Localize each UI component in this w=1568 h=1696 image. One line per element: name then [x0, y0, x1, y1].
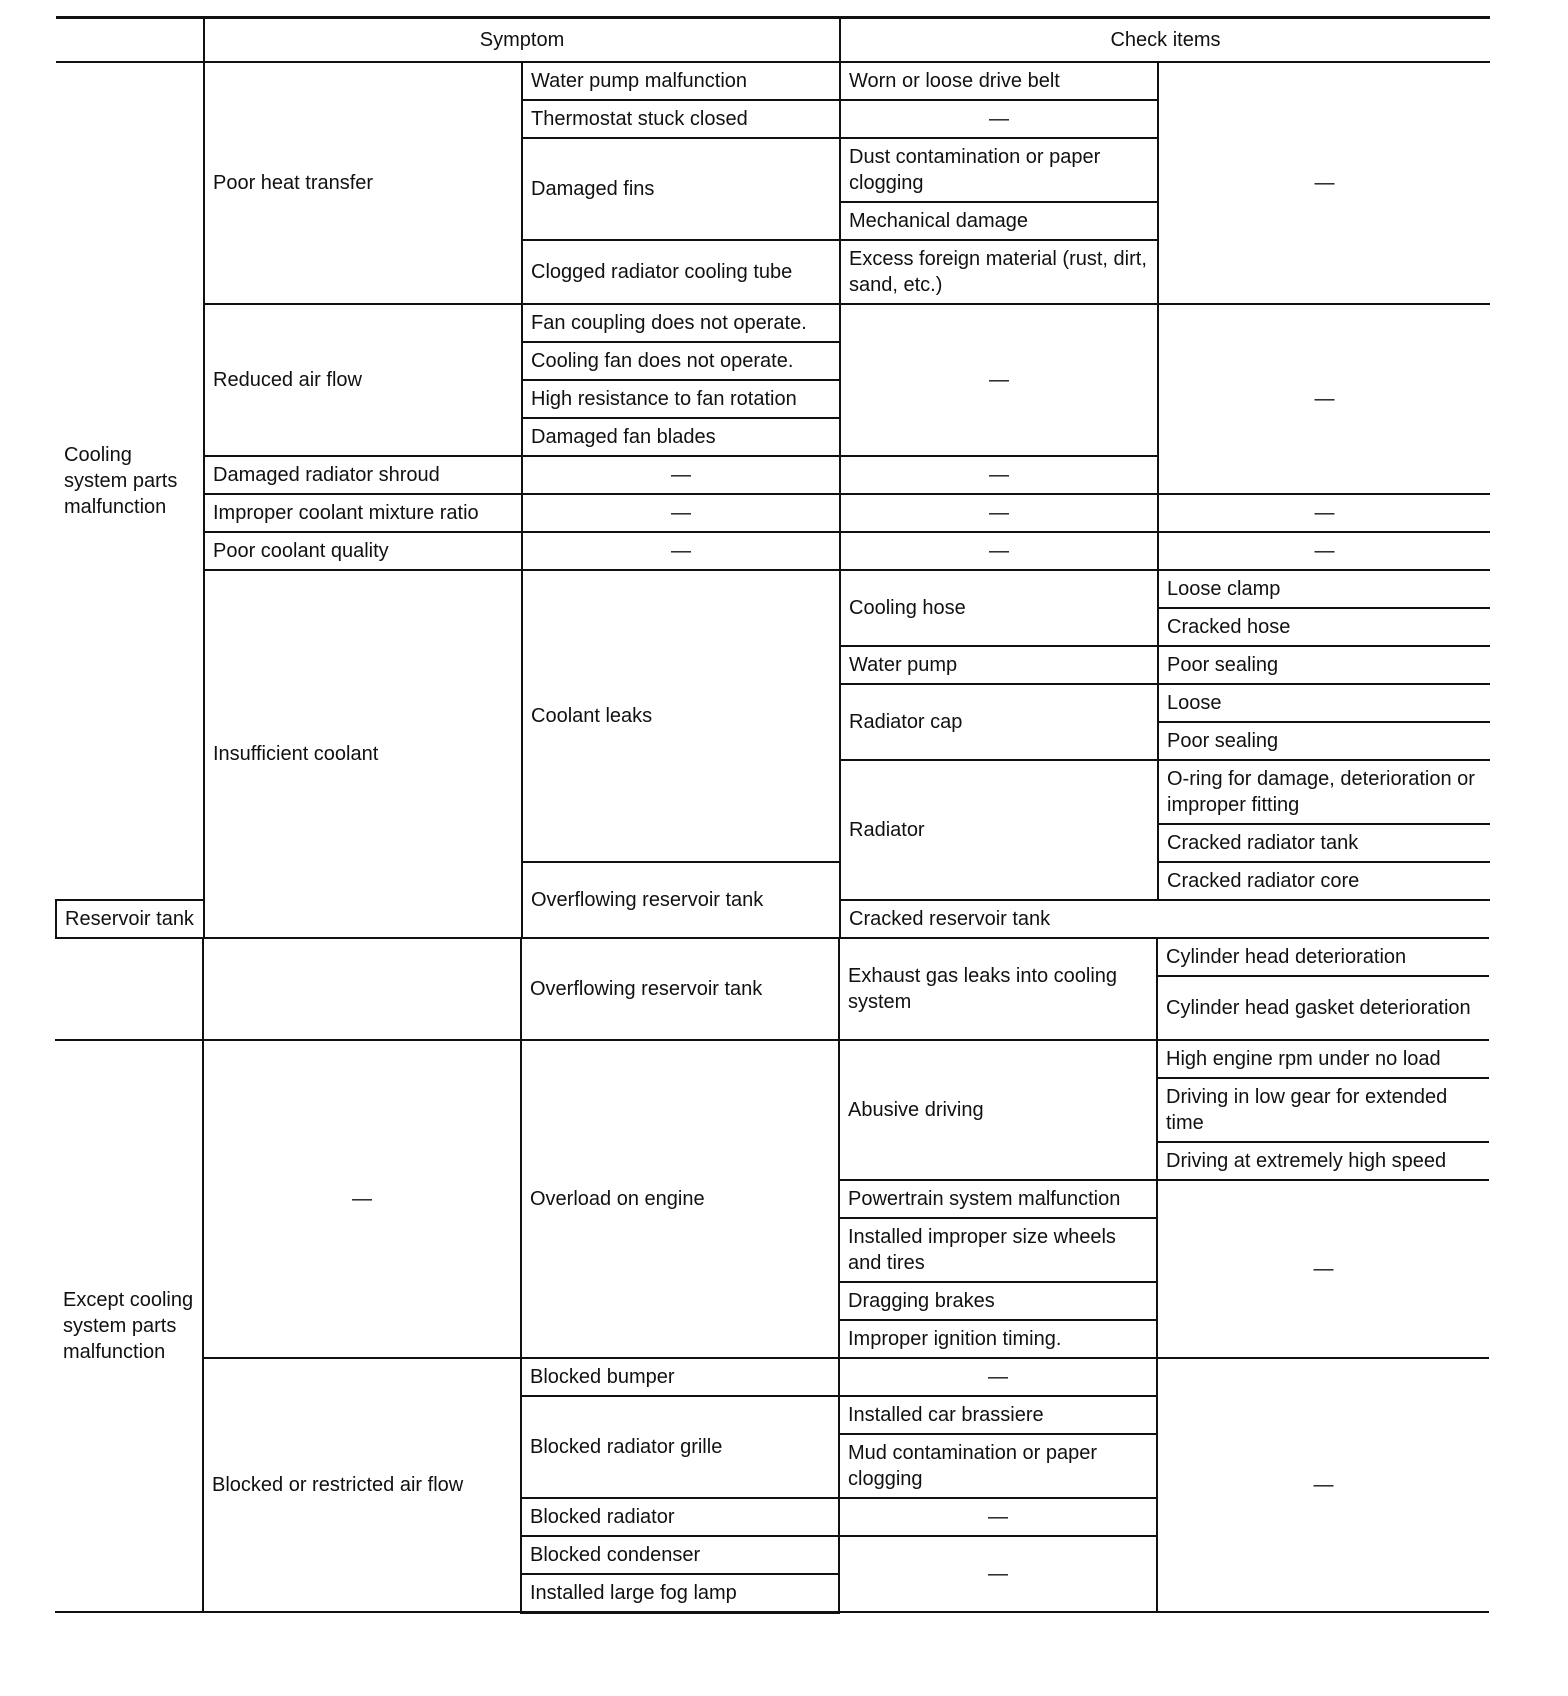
overheating-diagnosis-table [55, 16, 1490, 939]
check-radiator: Radiator [840, 760, 1158, 900]
table-row [55, 938, 1489, 976]
header-row [56, 18, 1490, 63]
table-row [56, 532, 1490, 570]
check-exhaust-gas-leaks: Exhaust gas leaks into cooling system [839, 938, 1157, 1040]
check-loose-clamp: Loose clamp [1158, 570, 1490, 608]
symptom-cooling-fan: Cooling fan does not operate. [522, 342, 840, 380]
check-dragging-brakes: Dragging brakes [839, 1282, 1157, 1320]
category-except-cooling: Except cooling system parts malfunction [55, 1040, 203, 1612]
check-dash: — [1158, 304, 1490, 494]
check-improper-wheels: Installed improper size wheels and tires [839, 1218, 1157, 1282]
header-symptom: Symptom [204, 18, 840, 63]
symptom-coolant-leaks: Coolant leaks [522, 570, 840, 862]
symptom-insufficient-coolant: Insufficient coolant [204, 570, 522, 938]
symptom-damaged-fan-blades: Damaged fan blades [522, 418, 840, 456]
check-high-rpm: High engine rpm under no load [1157, 1040, 1489, 1078]
check-dash: — [839, 1536, 1157, 1612]
table-row [56, 570, 1490, 608]
symptom-dash: — [203, 1040, 521, 1358]
symptom-poor-heat-transfer: Poor heat transfer [204, 62, 522, 304]
symptom-reduced-air-flow: Reduced air flow [204, 304, 522, 456]
check-cylinder-head-deterioration: Cylinder head deterioration [1157, 938, 1489, 976]
check-high-speed: Driving at extremely high speed [1157, 1142, 1489, 1180]
table-row [56, 62, 1490, 100]
check-dash: — [839, 1358, 1157, 1396]
check-water-pump: Water pump [840, 646, 1158, 684]
category-cooling-system: Cooling system parts malfunction [56, 62, 204, 900]
check-dash: — [1158, 532, 1490, 570]
check-cracked-radiator-tank: Cracked radiator tank [1158, 824, 1490, 862]
check-excess-foreign-material: Excess foreign material (rust, dirt, sand, etc.) [840, 240, 1158, 304]
symptom-large-fog-lamp: Installed large fog lamp [521, 1574, 839, 1612]
check-worn-drive-belt: Worn or loose drive belt [840, 62, 1158, 100]
symptom-poor-coolant-quality: Poor coolant quality [204, 532, 522, 570]
symptom-fan-coupling: Fan coupling does not operate. [522, 304, 840, 342]
check-reservoir-tank: Reservoir tank [56, 900, 204, 938]
check-poor-sealing: Poor sealing [1158, 646, 1490, 684]
header-blank [56, 18, 204, 63]
check-dust-contamination: Dust contamination or paper clogging [840, 138, 1158, 202]
symptom-blocked-radiator: Blocked radiator [521, 1498, 839, 1536]
check-dash: — [1157, 1358, 1489, 1612]
table-row [56, 494, 1490, 532]
symptom-dash: — [522, 532, 840, 570]
overheating-diagnosis-table-part2 [55, 937, 1489, 1614]
header-check-items: Check items [840, 18, 1490, 63]
symptom-blocked-condenser: Blocked condenser [521, 1536, 839, 1574]
symptom-insufficient-coolant-cont [203, 938, 521, 1040]
check-cracked-radiator-core: Cracked radiator core [1158, 862, 1490, 900]
symptom-dash: — [522, 494, 840, 532]
check-o-ring: O-ring for damage, deterioration or improper fitting [1158, 760, 1490, 824]
category-cooling-system-cont [55, 938, 203, 1040]
check-abusive-driving: Abusive driving [839, 1040, 1157, 1180]
symptom-blocked-air-flow: Blocked or restricted air flow [203, 1358, 521, 1612]
check-cracked-hose: Cracked hose [1158, 608, 1490, 646]
check-cooling-hose: Cooling hose [840, 570, 1158, 646]
check-dash: — [840, 532, 1158, 570]
symptom-clogged-tube: Clogged radiator cooling tube [522, 240, 840, 304]
symptom-improper-mixture: Improper coolant mixture ratio [204, 494, 522, 532]
check-dash: — [1158, 62, 1490, 304]
check-mechanical-damage: Mechanical damage [840, 202, 1158, 240]
symptom-blocked-bumper: Blocked bumper [521, 1358, 839, 1396]
check-mud-contamination: Mud contamination or paper clogging [839, 1434, 1157, 1498]
symptom-blocked-grille: Blocked radiator grille [521, 1396, 839, 1498]
check-dash: — [839, 1498, 1157, 1536]
check-low-gear: Driving in low gear for extended time [1157, 1078, 1489, 1142]
check-cylinder-head-gasket: Cylinder head gasket deterioration [1157, 976, 1489, 1040]
check-dash: — [1158, 494, 1490, 532]
symptom-water-pump-malfunction: Water pump malfunction [522, 62, 840, 100]
check-powertrain: Powertrain system malfunction [839, 1180, 1157, 1218]
symptom-high-resistance: High resistance to fan rotation [522, 380, 840, 418]
check-ignition-timing: Improper ignition timing. [839, 1320, 1157, 1358]
check-dash: — [840, 100, 1158, 138]
check-car-brassiere: Installed car brassiere [839, 1396, 1157, 1434]
symptom-overflowing-reservoir: Overflowing reservoir tank [522, 862, 840, 938]
check-dash: — [840, 494, 1158, 532]
check-dash: — [840, 456, 1158, 494]
check-poor-sealing: Poor sealing [1158, 722, 1490, 760]
check-dash: — [1157, 1180, 1489, 1358]
symptom-damaged-shroud: Damaged radiator shroud [204, 456, 522, 494]
symptom-dash: — [522, 456, 840, 494]
table-row [55, 1358, 1489, 1396]
check-loose: Loose [1158, 684, 1490, 722]
symptom-overflowing-reservoir-tank: Overflowing reservoir tank [521, 938, 839, 1040]
symptom-thermostat-stuck: Thermostat stuck closed [522, 100, 840, 138]
symptom-damaged-fins: Damaged fins [522, 138, 840, 240]
check-cracked-reservoir: Cracked reservoir tank [840, 900, 1158, 938]
symptom-overload-on-engine: Overload on engine [521, 1040, 839, 1358]
overheating-diagnosis-table-wrap [55, 16, 1490, 1614]
table-row [56, 304, 1490, 342]
check-radiator-cap: Radiator cap [840, 684, 1158, 760]
table-row [55, 1040, 1489, 1078]
check-dash: — [840, 304, 1158, 456]
